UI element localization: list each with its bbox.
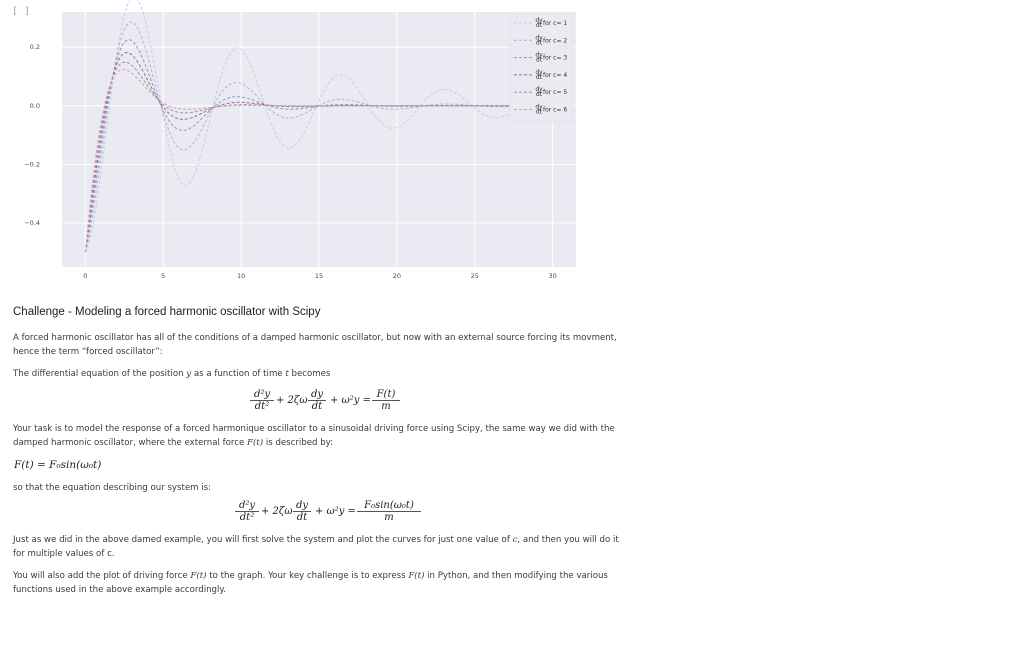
- numerator: dy: [293, 500, 311, 512]
- y-tick-label: 0.0: [29, 101, 40, 110]
- cell-execution-prompt[interactable]: [ ]: [12, 6, 31, 17]
- text: in Python, and then modifying the various functions used in the above example accordingly.: [13, 571, 608, 595]
- numerator: F₀sin(ω₀t): [357, 500, 421, 512]
- eq-term: + ω²y =: [315, 506, 356, 517]
- x-tick-label: 15: [314, 272, 324, 280]
- y-tick-label: 0.2: [29, 43, 40, 52]
- numerator: d²y: [235, 500, 259, 512]
- legend-label: for c= 5: [543, 89, 568, 97]
- legend-fraction-num: dy: [535, 68, 543, 76]
- fraction-dy-dt: [308, 389, 326, 412]
- differential-equation-2: [235, 500, 435, 528]
- paragraph-differential-equation: [13, 367, 633, 381]
- math-force: F(t): [190, 571, 207, 581]
- math-t: t: [285, 369, 289, 379]
- legend-fraction-den: dt: [535, 56, 543, 64]
- legend-label: for c= 2: [543, 37, 568, 45]
- legend-label: for c= 3: [543, 54, 568, 62]
- legend-fraction-num: dy: [535, 103, 543, 111]
- paragraph-intro: A forced harmonic oscillator has all of the conditions of a damped harmonic oscillator, but now with an external source forcing its movment, hence the term “forced oscillator”:: [13, 333, 617, 357]
- legend-fraction-den: dt: [535, 73, 543, 81]
- legend-fraction-num: dy: [535, 86, 543, 94]
- text: to the graph. Your key challenge is to express: [206, 571, 409, 581]
- fraction-d2y-dt2: [235, 500, 259, 523]
- y-tick-label: −0.4: [24, 219, 40, 228]
- damped-oscillator-chart: [0, 0, 1024, 290]
- differential-equation-1: [250, 389, 410, 417]
- text: becomes: [288, 369, 331, 379]
- numerator: d²y: [250, 389, 274, 401]
- legend-label: for c= 6: [543, 106, 568, 114]
- legend-fraction-den: dt: [535, 91, 543, 99]
- legend-label: for c= 4: [543, 71, 568, 79]
- y-tick-labels: [24, 43, 40, 227]
- math-y: y: [186, 369, 192, 379]
- denominator: dt: [311, 401, 323, 412]
- denominator: m: [381, 401, 391, 412]
- numerator: dy: [308, 389, 326, 401]
- legend-fraction-num: dy: [535, 34, 543, 42]
- text: as a function of time: [191, 369, 286, 379]
- math-c: c: [512, 535, 518, 545]
- legend-fraction-den: dt: [535, 39, 543, 47]
- eq-term: + ω²y =: [330, 395, 371, 406]
- paragraph-system: so that the equation describing our system is:: [13, 483, 212, 493]
- text: , and then you will do it for multiple values of c.: [13, 535, 619, 559]
- legend-label: for c= 1: [543, 20, 568, 27]
- eq-term: + 2ζω: [261, 506, 293, 517]
- x-tick-label: 5: [161, 272, 166, 280]
- math-force: F(t): [246, 438, 264, 448]
- text: The differential equation of the position: [13, 369, 187, 379]
- text: Just as we did in the above damed example, you will first solve the system and plot the curves for just one value of: [13, 535, 513, 545]
- legend-fraction-num: dy: [535, 17, 543, 24]
- legend-fraction-num: dy: [535, 51, 543, 59]
- text: You will also add the plot of driving force: [13, 571, 191, 581]
- denominator: m: [384, 512, 394, 523]
- paragraph-instructions: [13, 533, 633, 561]
- text: Your task is to model the response of a forced harmonique oscillator to a sinusoidal driving force using Scipy, the same way we did with the damped harmonic oscillator, where the external force: [13, 424, 615, 448]
- fraction-sinusoidal-force: [357, 500, 421, 523]
- denominator: dt²: [239, 512, 255, 523]
- numerator: F(t): [372, 389, 400, 401]
- denominator: dt²: [254, 401, 270, 412]
- force-equation: F(t) = F₀sin(ω₀t): [14, 459, 102, 471]
- y-tick-label: −0.2: [24, 160, 40, 169]
- paragraph-driving-force: [13, 569, 633, 597]
- x-tick-label: 10: [236, 272, 246, 280]
- fraction-dy-dt: [293, 500, 311, 523]
- fraction-force-mass: [372, 389, 400, 412]
- denominator: dt: [296, 512, 308, 523]
- paragraph-task: [13, 422, 633, 450]
- x-tick-label: 25: [470, 272, 479, 280]
- x-tick-labels: [83, 272, 556, 280]
- legend-fraction-den: dt: [535, 108, 543, 116]
- legend: [510, 14, 573, 122]
- math-force: F(t): [408, 571, 425, 581]
- x-tick-label: 0: [83, 272, 88, 280]
- challenge-title: Challenge - Modeling a forced harmonic oscillator with Scipy: [13, 306, 321, 318]
- x-tick-label: 20: [392, 272, 402, 280]
- text: is described by:: [263, 438, 334, 448]
- eq-term: + 2ζω: [276, 395, 308, 406]
- fraction-d2y-dt2: [250, 389, 274, 412]
- legend-fraction-den: dt: [535, 22, 543, 29]
- x-tick-label: 30: [548, 272, 557, 280]
